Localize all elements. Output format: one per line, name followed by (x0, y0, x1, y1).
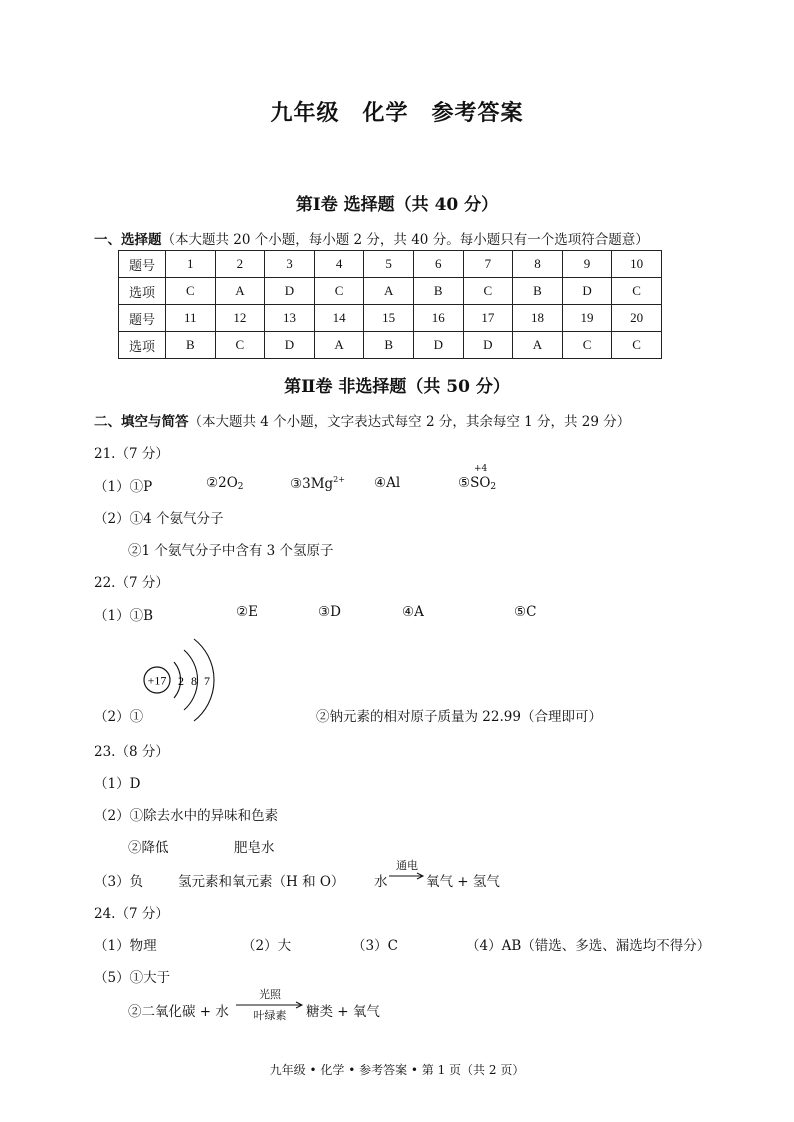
table-cell: 12 (215, 305, 265, 332)
table-cell: C (463, 278, 513, 305)
q21-l3: ②1 个氨气分子中含有 3 个氢原子 (128, 543, 334, 559)
part2-section-note: （本大题共 4 个小题，文字表达式每空 2 分，其余每空 1 分，共 29 分） (188, 414, 631, 430)
q24-l3-a: ②二氧化碳 + 水 (128, 1004, 229, 1020)
page-footer: 九年级 • 化学 • 参考答案 • 第 1 页（共 2 页） (269, 1063, 525, 1077)
table-cell: 13 (265, 305, 315, 332)
electrolysis-condition: 通电 (396, 859, 418, 872)
table-cell: A (215, 278, 265, 305)
table-cell: D (463, 332, 513, 359)
q24-l1-d: （4）AB（错选、多选、漏选均不得分） (466, 938, 711, 954)
q24-l1-a: （1）物理 (94, 938, 157, 954)
row-label: 题号 (119, 305, 166, 332)
q23-l4-c: 水 (374, 874, 388, 890)
page-title: 九年级 化学 参考答案 (270, 100, 524, 126)
table-cell: D (265, 278, 315, 305)
part1-heading: 第Ⅰ卷 选择题（共 40 分） (295, 195, 499, 215)
table-cell: B (513, 278, 563, 305)
arrow-icon (236, 1001, 304, 1009)
table-cell: D (413, 332, 463, 359)
part2-heading: 第Ⅱ卷 非选择题（共 50 分） (284, 377, 510, 397)
q21-l1-b-sub: 2 (237, 482, 244, 492)
q23-l4-a: （3）负 (94, 874, 144, 890)
q21-l1-b (206, 475, 244, 492)
table-cell: 4 (314, 251, 364, 278)
part2-section-label: 二、填空与简答 (94, 414, 189, 430)
q24-l1-b: （2）大 (242, 938, 292, 954)
answer-table (118, 250, 662, 359)
q22-l2-b: ②钠元素的相对原子质量为 22.99（合理即可） (316, 709, 602, 725)
chlorophyll-condition: 叶绿素 (253, 1009, 287, 1022)
q22-l1-b: ②E (236, 604, 258, 620)
q22-l2-a: （2）① (94, 709, 144, 725)
table-cell: C (612, 278, 662, 305)
table-cell: 14 (314, 305, 364, 332)
shell-electrons-3: 7 (204, 674, 210, 688)
q21-l1-e-text: ⑤SO (458, 475, 491, 491)
q21-l1-e (458, 464, 497, 492)
electrolysis-arrow (389, 860, 425, 880)
q24-head: 24.（7 分） (94, 906, 169, 922)
table-cell: C (562, 332, 612, 359)
table-cell: B (166, 332, 216, 359)
table-cell: A (364, 278, 414, 305)
light-condition: 光照 (259, 988, 281, 1001)
table-cell: C (215, 332, 265, 359)
part2-section (94, 410, 630, 430)
table-cell: 5 (364, 251, 414, 278)
table-cell: 7 (463, 251, 513, 278)
q24-l1-c: （3）C (352, 938, 398, 954)
shell-electrons-2: 8 (191, 674, 197, 688)
table-cell: A (513, 332, 563, 359)
table-cell: 1 (166, 251, 216, 278)
q21-l1-c-sup: 2+ (333, 475, 345, 484)
q21-l1-d: ④Al (374, 475, 401, 491)
q21-l1-c-text: ③3Mg (290, 476, 334, 492)
table-cell: A (314, 332, 364, 359)
table-cell: 8 (513, 251, 563, 278)
q22-l1-e: ⑤C (514, 604, 537, 620)
row-label: 选项 (119, 278, 166, 305)
table-cell: 9 (562, 251, 612, 278)
atom-structure-diagram (140, 634, 220, 724)
table-cell: 6 (413, 251, 463, 278)
q22-l1-c: ③D (318, 604, 341, 620)
q23-l4-d: 氧气 + 氢气 (426, 874, 500, 890)
row-label: 选项 (119, 332, 166, 359)
photosynthesis-arrow (236, 988, 304, 1022)
shell-electrons-1: 2 (178, 674, 184, 688)
table-cell: D (265, 332, 315, 359)
table-cell: 2 (215, 251, 265, 278)
table-cell: 19 (562, 305, 612, 332)
table-cell: D (562, 278, 612, 305)
table-cell: B (364, 332, 414, 359)
table-row (119, 305, 662, 332)
table-row (119, 251, 662, 278)
table-cell: C (314, 278, 364, 305)
q23-l3-b: 肥皂水 (234, 840, 275, 856)
q24-l3-b: 糖类 + 氧气 (306, 1004, 380, 1020)
arrow-icon (389, 872, 425, 880)
part1-section-label: 一、选择题 (94, 232, 162, 248)
part1-section (94, 228, 649, 248)
table-row (119, 332, 662, 359)
q21-l1-a: （1）①P (94, 479, 153, 495)
q23-l2: （2）①除去水中的异味和色素 (94, 808, 279, 824)
q23-l4-b: 氢元素和氧元素（H 和 O） (178, 874, 345, 890)
table-cell: 15 (364, 305, 414, 332)
table-cell: 11 (166, 305, 216, 332)
q21-l2: （2）①4 个氨气分子 (94, 511, 224, 527)
q23-l1: （1）D (94, 776, 141, 792)
table-cell: B (413, 278, 463, 305)
q21-l1-e-sub: 2 (490, 482, 497, 492)
table-cell: 16 (413, 305, 463, 332)
q24-l2: （5）①大于 (94, 970, 171, 986)
q23-l3-a: ②降低 (128, 840, 169, 856)
table-cell: 10 (612, 251, 662, 278)
nucleus-charge: +17 (147, 673, 167, 688)
q21-l1-e-valence: +4 (474, 464, 488, 474)
table-cell: C (612, 332, 662, 359)
table-cell: 18 (513, 305, 563, 332)
q21-head: 21.（7 分） (94, 446, 169, 462)
q22-l1-a: （1）①B (94, 608, 154, 624)
q21-l1-c (290, 475, 345, 492)
q22-head: 22.（7 分） (94, 575, 169, 591)
part1-section-note: （本大题共 20 个小题，每小题 2 分，共 40 分。每小题只有一个选项符合题意） (161, 232, 649, 248)
q22-l1-d: ④A (402, 604, 424, 620)
q21-l1-b-text: ②2O (206, 475, 238, 491)
table-row (119, 278, 662, 305)
table-cell: 3 (265, 251, 315, 278)
row-label: 题号 (119, 251, 166, 278)
table-cell: 17 (463, 305, 513, 332)
table-cell: 20 (612, 305, 662, 332)
q23-head: 23.（8 分） (94, 744, 169, 760)
table-cell: C (166, 278, 216, 305)
